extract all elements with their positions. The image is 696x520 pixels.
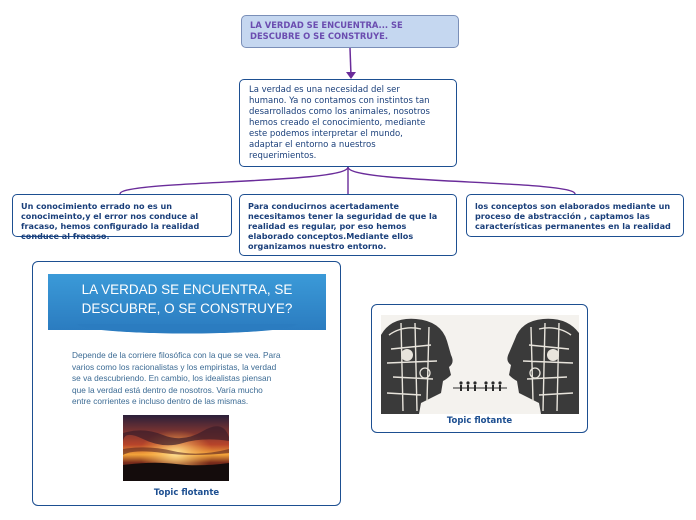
- card-text-line: Depende de la corriere filosófica con la que se vea. Para: [72, 350, 281, 360]
- floating-topic-label: Topic flotante: [446, 416, 513, 426]
- truth-line: este podemos interpretar el mundo,: [249, 129, 403, 139]
- child-line: fracaso, hemos configurado la realidad: [21, 221, 200, 231]
- card-text-line: se va descubriendo. En cambio, los idealistas piensan: [72, 373, 272, 383]
- two-heads-illustration: [381, 315, 579, 414]
- truth-line: adaptar el entorno a nuestros: [249, 140, 376, 150]
- truth-line: desarrollados como los animales, nosotros: [249, 107, 430, 117]
- truth-line: La verdad es una necesidad del ser: [249, 85, 400, 95]
- child-line: elaborado conceptos.Mediante ellos: [248, 231, 414, 241]
- child-line: necesitamos tener la seguridad de que la: [248, 211, 438, 221]
- child-topic-concepts[interactable]: [239, 194, 457, 256]
- connector-truth-child-3: [348, 167, 575, 194]
- root-topic[interactable]: [241, 15, 459, 48]
- child-line: organizamos nuestro entorno.: [248, 241, 387, 251]
- floating-topic-2[interactable]: [371, 304, 588, 433]
- card-title-line: DESCUBRE, O SE CONSTRUYE?: [81, 301, 293, 316]
- child-topic-error[interactable]: [12, 194, 232, 241]
- child-line: realidad es regular, por eso hemos: [248, 221, 407, 231]
- child-line: conocimeinto,y el error nos conduce al: [21, 211, 199, 221]
- truth-line: humano. Ya no contamos con instintos tan: [249, 96, 430, 106]
- card-text: [72, 350, 308, 408]
- child-line: Para conducirnos acertadamente: [248, 201, 400, 211]
- card-text-line: varios como los racionalistas y los empiristas, la verdad: [72, 361, 277, 372]
- child-line: conduce al fracaso.: [21, 231, 110, 241]
- card-text-line: entre corrientes e incluso dentro de las mismas.: [72, 396, 249, 406]
- sunset-image: [123, 415, 229, 481]
- card-title-line: LA VERDAD SE ENCUENTRA, SE: [81, 282, 293, 297]
- card-text-line: que la verdad está dentro de nosotros. Varía mucho: [72, 384, 263, 395]
- info-card-image: [48, 274, 326, 486]
- truth-line: hemos creado el conocimiento, mediante: [249, 118, 426, 128]
- truth-topic[interactable]: [239, 79, 457, 167]
- child-line: los conceptos son elaborados mediante un: [475, 201, 671, 211]
- connector-arrowhead: [346, 72, 356, 79]
- child-line: Un conocimiento errado no es un: [21, 201, 173, 211]
- connector-truth-child-1: [120, 167, 348, 194]
- connector-root-truth: [350, 48, 351, 76]
- floating-topic-label: Topic flotante: [153, 488, 220, 498]
- root-topic-title: LA VERDAD SE ENCUENTRA... SE DESCUBRE O SE CONSTRUYE.: [250, 20, 403, 41]
- card-title: [48, 280, 326, 318]
- floating-topic-1[interactable]: [32, 261, 341, 506]
- child-line: proceso de abstracción , captamos las: [475, 211, 650, 221]
- truth-line: requerimientos.: [249, 151, 317, 161]
- child-topic-abstraction[interactable]: [466, 194, 684, 237]
- child-line: características permanentes en la realidad: [475, 221, 671, 231]
